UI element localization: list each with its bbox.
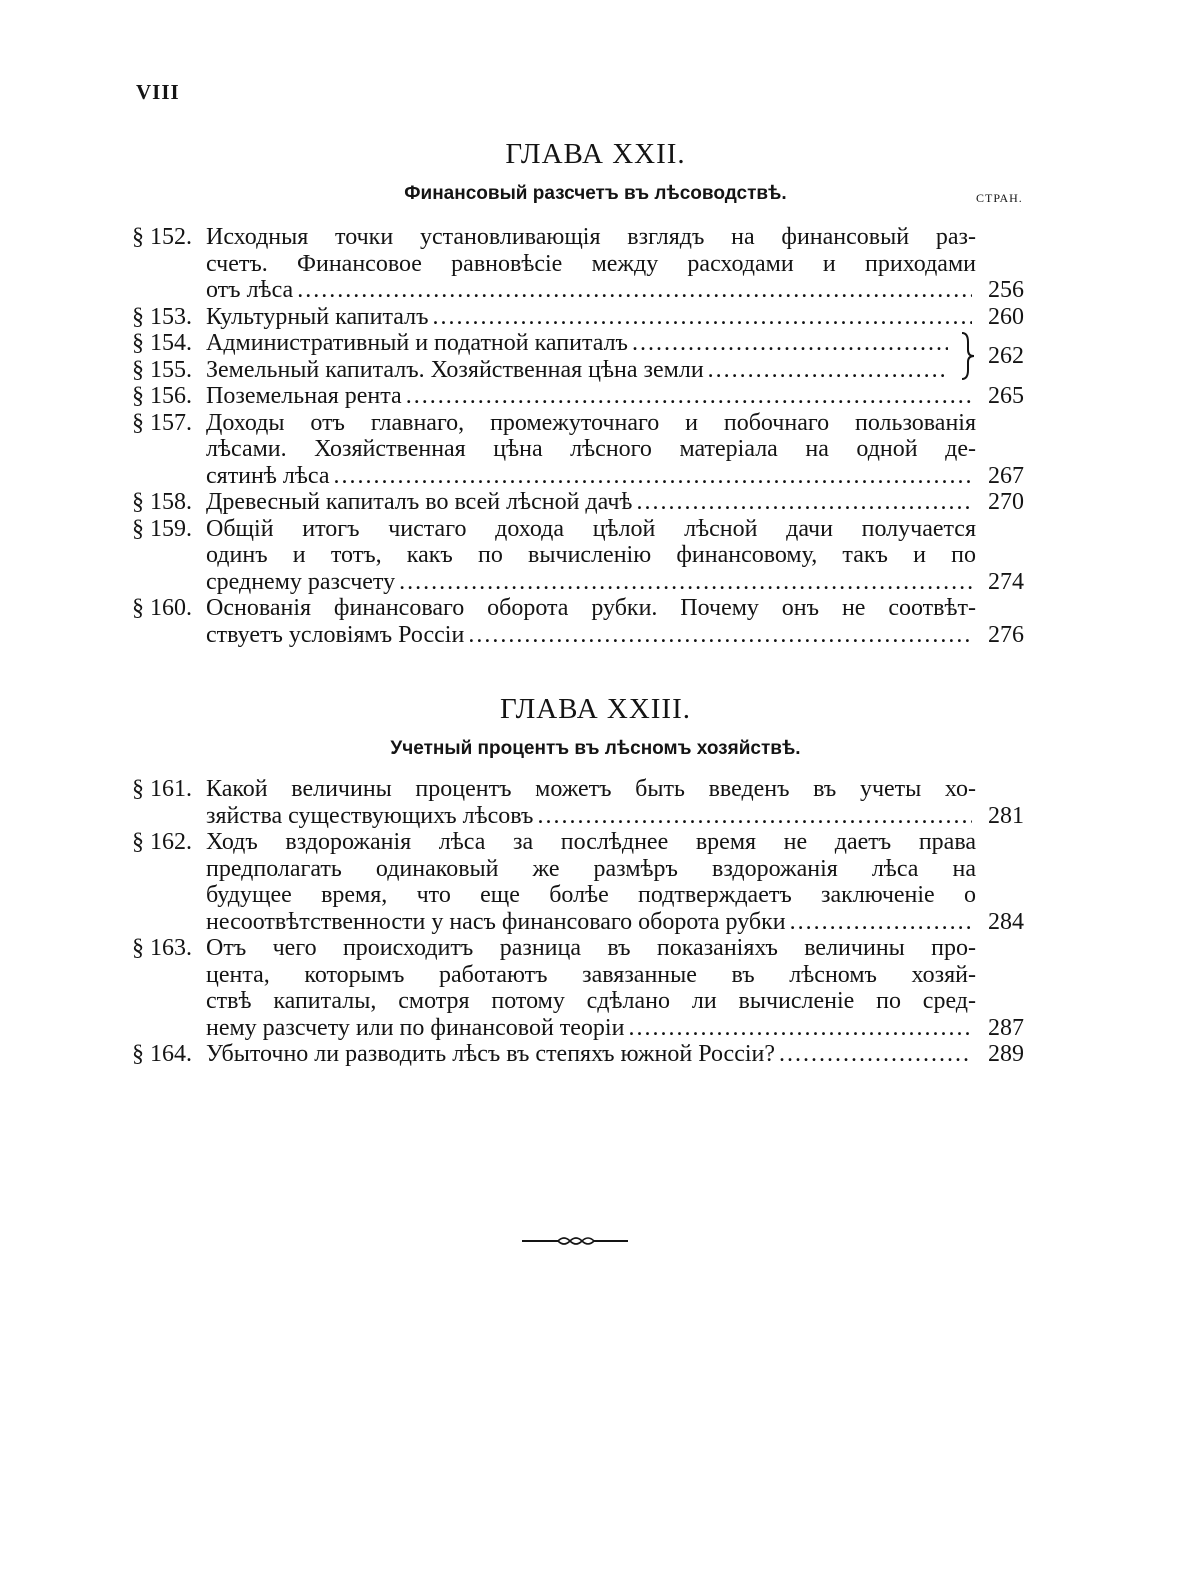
section-number: § 154. [132,330,192,356]
section-number: § 164. [132,1041,192,1067]
page-number: 274 [988,568,1024,595]
toc-entry-152 [132,224,1024,304]
page-number: 267 [988,462,1024,489]
entry-text-line: Административный и податной капиталъ [206,330,628,356]
page-number: 276 [988,621,1024,648]
section-number: § 153. [132,303,192,330]
leader-dots [334,463,972,490]
entry-text-line: ствѣ капиталы, смотря потому сдѣлано ли вычисленіе по сред- [206,988,976,1014]
entry-text-line: Доходы отъ главнаго, промежуточнаго и побочнаго пользованія [206,409,976,436]
chapter-23-toc [132,776,1024,1068]
toc-entry-163 [132,935,1024,1041]
page-number: 287 [988,1014,1024,1041]
entry-text-line: среднему разсчету [206,568,396,595]
entry-text-line: Общій итогъ чистаго дохода цѣлой лѣсной дачи получается [206,515,976,542]
entry-text-line: Поземельная рента [206,383,402,409]
leader-dots [468,622,972,649]
entry-text-line: одинъ и тотъ, какъ по вычисленію финансовому, такъ и по [206,542,976,568]
leader-dots [399,569,972,596]
entry-text-line: Убыточно ли разводить лѣсъ въ степяхъ южной Россіи? [206,1041,776,1067]
entry-text-line: нему разсчету или по финансовой теоріи [206,1014,625,1041]
section-number: § 152. [132,224,192,250]
section-number: § 158. [132,489,192,515]
leader-dots [406,383,972,410]
section-number: § 157. [132,409,192,436]
page-number: 281 [988,802,1024,829]
section-number: § 163. [132,935,192,961]
toc-entry-160 [132,595,1024,648]
section-number: § 160. [132,595,192,621]
toc-entry-153 [132,304,1024,331]
entry-text-line: Отъ чего происходитъ разница въ показаніяхъ величины про- [206,935,976,961]
section-number: § 162. [132,829,192,855]
page-number: 270 [988,489,1024,515]
section-number: § 155. [132,356,192,383]
entry-text-line: счетъ. Финансовое равновѣсіе между расходами и приходами [206,250,976,277]
toc-entry-156 [132,383,1024,410]
page-column-header: СТРАН. [976,191,1023,205]
entry-text-line: будущее время, что еще болѣе подтверждаетъ заключеніе о [206,882,976,908]
section-number: § 161. [132,776,192,802]
entry-text-line: Ходъ вздорожанія лѣса за послѣднее время не даетъ права [206,829,976,855]
toc-entry-161 [132,776,1024,829]
leader-dots [628,1015,972,1042]
page-number: 260 [988,303,1024,330]
entry-text-line: отъ лѣса [206,277,294,303]
entry-text-line: несоотвѣтственности у насъ финансоваго оборота рубки [206,908,786,935]
entry-text-line: Исходныя точки установливающія взглядъ на финансовый раз- [206,224,976,250]
section-number: § 156. [132,383,192,409]
entry-text-line: сятинѣ лѣса [206,462,330,489]
leader-dots [790,909,972,936]
leader-dots [537,803,972,830]
toc-entry-158 [132,489,1024,516]
end-ornament-icon [520,1232,630,1250]
leader-dots [297,277,972,304]
entry-text-line: зяйства существующихъ лѣсовъ [206,802,534,829]
curly-brace-icon [960,330,976,382]
page-number: 284 [988,908,1024,935]
page-number: 262 [988,343,1024,369]
toc-entry-159 [132,516,1024,596]
leader-dots [708,357,948,384]
chapter-22-subtitle: Финансовый разсчетъ въ лѣсоводствѣ. [404,183,787,204]
page-number: 256 [988,277,1024,303]
leader-dots [779,1041,972,1068]
toc-entry-162 [132,829,1024,935]
leader-dots [636,489,972,516]
chapter-23-title: ГЛАВА XXIII. [499,693,691,725]
chapter-22-title: ГЛАВА XXII. [505,138,686,170]
toc-entry-154-155-group [132,330,1024,383]
toc-entry-164 [132,1041,1024,1068]
entry-text-line: Земельный капиталъ. Хозяйственная цѣна земли [206,356,704,383]
entry-text-line: Древесный капиталъ во всей лѣсной дачѣ [206,489,633,515]
entry-text-line: лѣсами. Хозяйственная цѣна лѣсного матеріала на одной де- [206,436,976,462]
page-number: 289 [988,1041,1024,1067]
entry-text-line: Культурный капиталъ [206,303,429,330]
page-folio: VIII [136,80,180,104]
entry-text-line: Основанія финансоваго оборота рубки. Почему онъ не соотвѣт- [206,595,976,621]
chapter-22-toc [132,224,1024,648]
leader-dots [632,330,948,357]
leader-dots [433,304,973,331]
section-number: § 159. [132,515,192,542]
toc-entry-157 [132,410,1024,490]
entry-text-line: цента, которымъ работаютъ завязанные въ лѣсномъ хозяй- [206,961,976,988]
entry-text-line: ствуетъ условіямъ Россіи [206,621,465,648]
entry-text-line: предполагать одинаковый же размѣръ вздорожанія лѣса на [206,855,976,882]
page-number: 265 [988,383,1024,409]
entry-text-line: Какой величины процентъ можетъ быть введенъ въ учеты хо- [206,776,976,802]
chapter-23-subtitle: Учетный процентъ въ лѣсномъ хозяйствѣ. [390,738,801,759]
